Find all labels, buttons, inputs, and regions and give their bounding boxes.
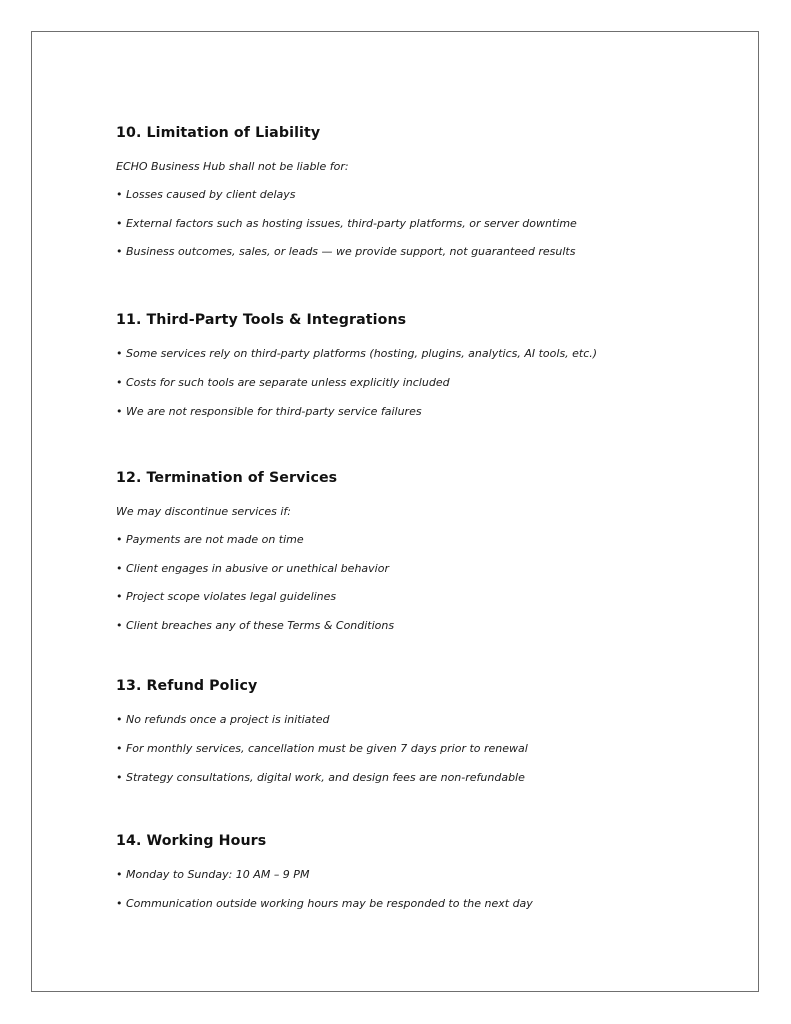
list-item: • Losses caused by client delays	[116, 188, 296, 201]
list-item: • Business outcomes, sales, or leads — we provide support, not guaranteed results	[116, 245, 576, 258]
section-limitation-of-liability	[116, 124, 736, 258]
list-item: • No refunds once a project is initiated	[116, 713, 330, 726]
list-item: • We are not responsible for third-party service failures	[116, 405, 422, 418]
section-termination-of-services	[116, 469, 736, 632]
section-third-party-tools	[116, 311, 736, 418]
section-heading: 10. Limitation of Liability	[116, 125, 321, 141]
section-working-hours	[116, 832, 736, 910]
section-heading: 11. Third-Party Tools & Integrations	[116, 312, 407, 328]
section-heading: 14. Working Hours	[116, 833, 267, 849]
list-item: • Costs for such tools are separate unless explicitly included	[116, 376, 450, 389]
list-item: • Communication outside working hours may be responded to the next day	[116, 897, 533, 910]
list-item: • Client breaches any of these Terms & Conditions	[116, 619, 395, 632]
section-intro: ECHO Business Hub shall not be liable for:	[116, 160, 349, 173]
list-item: • Project scope violates legal guidelines	[116, 590, 337, 603]
list-item: • Strategy consultations, digital work, and design fees are non-refundable	[116, 771, 525, 784]
list-item: • Payments are not made on time	[116, 533, 304, 546]
section-refund-policy	[116, 677, 736, 784]
list-item: • Some services rely on third-party platforms (hosting, plugins, analytics, AI tools, etc.)	[116, 347, 598, 360]
list-item: • Monday to Sunday: 10 AM – 9 PM	[116, 868, 310, 881]
section-intro: We may discontinue services if:	[116, 505, 291, 518]
section-heading: 13. Refund Policy	[116, 678, 258, 694]
list-item: • For monthly services, cancellation must be given 7 days prior to renewal	[116, 742, 528, 755]
list-item: • External factors such as hosting issues, third-party platforms, or server downtime	[116, 217, 577, 230]
list-item: • Client engages in abusive or unethical behavior	[116, 562, 389, 575]
section-heading: 12. Termination of Services	[116, 470, 338, 486]
